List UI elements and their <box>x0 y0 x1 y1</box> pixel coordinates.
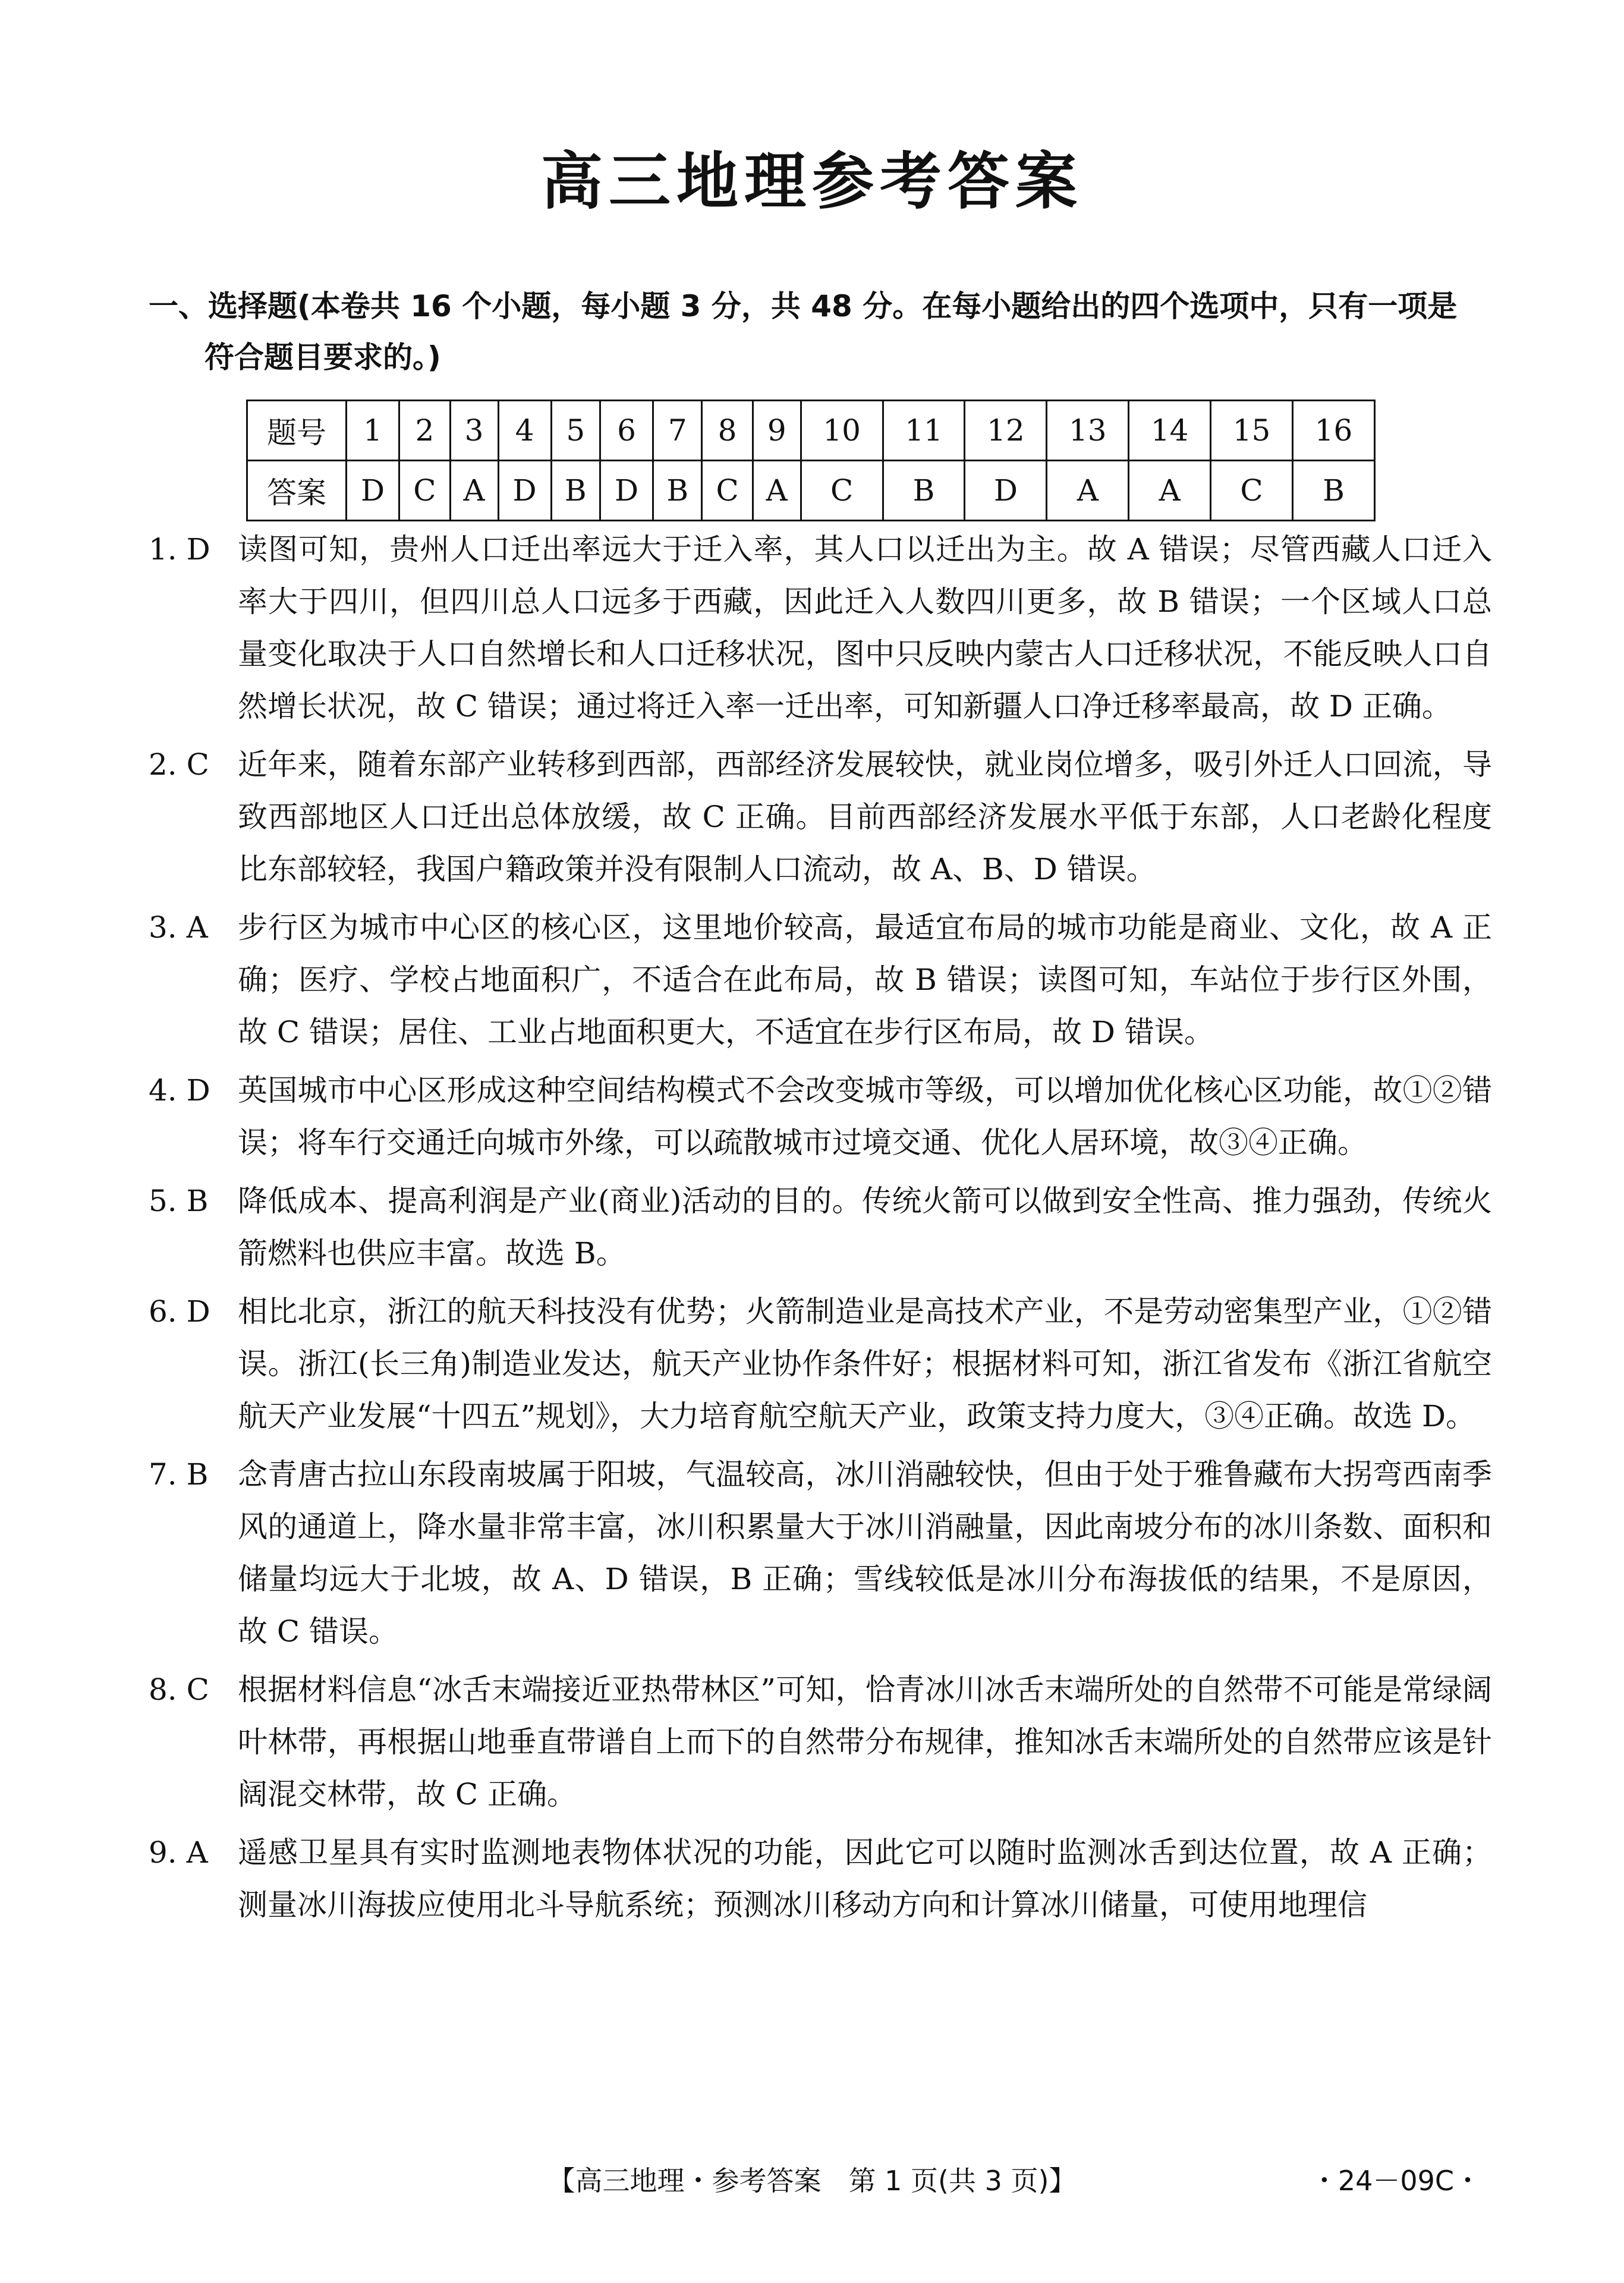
question-number-cell: 15 <box>1211 401 1293 461</box>
answer-cell: B <box>653 461 702 521</box>
row-label-answers: 答案 <box>247 461 347 521</box>
question-number-cell: 2 <box>399 401 450 461</box>
answer-cell: D <box>347 461 399 521</box>
answer-table-row-answers <box>247 461 1375 521</box>
item-number: 5. B <box>149 1184 209 1218</box>
question-number-cell: 3 <box>450 401 498 461</box>
answer-cell: A <box>1047 461 1129 521</box>
item-text: 步行区为城市中心区的核心区，这里地价较高，最适宜布局的城市功能是商业、文化，故 A 正确；医疗、学校占地面积广，不适合在此布局，故 B 错误；读图可知，车站位于步行区外围，故 C 错误；居住、工业占地面积更大，不适宜在步行区布局，故 D 错误。 <box>238 910 1492 1049</box>
explanation-item <box>149 1826 1492 1931</box>
answer-cell: C <box>399 461 450 521</box>
explanation-item <box>149 1064 1492 1169</box>
row-label-numbers: 题号 <box>247 401 347 461</box>
item-number: 3. A <box>149 910 208 945</box>
explanation-item <box>149 1448 1492 1658</box>
explanation-item <box>149 523 1492 732</box>
answer-cell: A <box>1129 461 1211 521</box>
answer-cell: B <box>551 461 600 521</box>
answer-cell: C <box>702 461 753 521</box>
answer-cell: A <box>753 461 801 521</box>
answer-table-row-numbers <box>247 401 1375 461</box>
question-number-cell: 10 <box>801 401 883 461</box>
question-number-cell: 1 <box>347 401 399 461</box>
explanation-item <box>149 1663 1492 1820</box>
answer-cell: D <box>600 461 653 521</box>
item-text: 读图可知，贵州人口迁出率远大于迁入率，其人口以迁出为主。故 A 错误；尽管西藏人口迁入率大于四川，但四川总人口远多于西藏，因此迁入人数四川更多，故 B 错误；一个区域人口总量变化取决于人口自然增长和人口迁移状况，图中只反映内蒙古人口迁移状况，不能反映人口自然增长状况，故 C 错误；通过将迁入率一迁出率，可知新疆人口净迁移率最高，故 D 正确。 <box>238 532 1492 724</box>
section-heading <box>149 281 1504 383</box>
answer-cell: B <box>1292 461 1374 521</box>
explanation-item <box>149 1285 1492 1442</box>
explanation-list <box>149 523 1492 1937</box>
question-number-cell: 9 <box>753 401 801 461</box>
answer-cell: B <box>883 461 965 521</box>
item-text: 念青唐古拉山东段南坡属于阳坡，气温较高，冰川消融较快，但由于处于雅鲁藏布大拐弯西南季风的通道上，降水量非常丰富，冰川积累量大于冰川消融量，因此南坡分布的冰川条数、面积和储量均远大于北坡，故 A、D 错误，B 正确；雪线较低是冰川分布海拔低的结果，不是原因，故 C 错误。 <box>238 1457 1492 1649</box>
question-number-cell: 5 <box>551 401 600 461</box>
item-number: 4. D <box>149 1073 210 1108</box>
item-text: 降低成本、提高利润是产业(商业)活动的目的。传统火箭可以做到安全性高、推力强劲，传统火箭燃料也供应丰富。故选 B。 <box>238 1184 1492 1271</box>
answer-cell: D <box>965 461 1047 521</box>
item-text: 遥感卫星具有实时监测地表物体状况的功能，因此它可以随时监测冰舌到达位置，故 A 正确；测量冰川海拔应使用北斗导航系统；预测冰川移动方向和计算冰川储量，可使用地理信 <box>238 1835 1492 1922</box>
section-heading-line2: 符合题目要求的。) <box>204 340 441 375</box>
item-text: 近年来，随着东部产业转移到西部，西部经济发展较快，就业岗位增多，吸引外迁人口回流，导致西部地区人口迁出总体放缓，故 C 正确。目前西部经济发展水平低于东部，人口老龄化程度比东部较轻，我国户籍政策并没有限制人口流动，故 A、B、D 错误。 <box>238 747 1492 886</box>
item-number: 7. B <box>149 1457 209 1492</box>
page-title: 高三地理参考答案 <box>540 145 1083 218</box>
question-number-cell: 6 <box>600 401 653 461</box>
footer-page-info: 【高三地理・参考答案 第 1 页(共 3 页)】 <box>547 2165 1077 2197</box>
footer-code: ・24－09C・ <box>1310 2165 1481 2197</box>
item-number: 9. A <box>149 1835 208 1870</box>
explanation-item <box>149 738 1492 895</box>
answer-cell: D <box>498 461 551 521</box>
item-number: 2. C <box>149 747 209 782</box>
item-number: 8. C <box>149 1672 209 1707</box>
item-number: 6. D <box>149 1294 210 1329</box>
answer-table <box>246 400 1376 521</box>
question-number-cell: 12 <box>965 401 1047 461</box>
question-number-cell: 4 <box>498 401 551 461</box>
question-number-cell: 14 <box>1129 401 1211 461</box>
question-number-cell: 8 <box>702 401 753 461</box>
question-number-cell: 13 <box>1047 401 1129 461</box>
explanation-item <box>149 901 1492 1058</box>
item-text: 相比北京，浙江的航天科技没有优势；火箭制造业是高技术产业，不是劳动密集型产业，①②错误。浙江(长三角)制造业发达，航天产业协作条件好；根据材料可知，浙江省发布《浙江省航空航天产业发展“十四五”规划》，大力培育航空航天产业，政策支持力度大，③④正确。故选 D。 <box>238 1294 1492 1433</box>
question-number-cell: 16 <box>1292 401 1374 461</box>
explanation-item <box>149 1175 1492 1279</box>
question-number-cell: 7 <box>653 401 702 461</box>
item-text: 英国城市中心区形成这种空间结构模式不会改变城市等级，可以增加优化核心区功能，故①②错误；将车行交通迁向城市外缘，可以疏散城市过境交通、优化人居环境，故③④正确。 <box>238 1073 1492 1160</box>
answer-cell: C <box>801 461 883 521</box>
answer-cell: A <box>450 461 498 521</box>
item-number: 1. D <box>149 532 210 567</box>
item-text: 根据材料信息“冰舌末端接近亚热带林区”可知，恰青冰川冰舌末端所处的自然带不可能是常绿阔叶林带，再根据山地垂直带谱自上而下的自然带分布规律，推知冰舌末端所处的自然带应该是针阔混交林带，故 C 正确。 <box>238 1672 1492 1812</box>
question-number-cell: 11 <box>883 401 965 461</box>
section-heading-line1: 一、选择题(本卷共 16 个小题，每小题 3 分，共 48 分。在每小题给出的四个选项中，只有一项是 <box>149 289 1458 323</box>
answer-cell: C <box>1211 461 1293 521</box>
